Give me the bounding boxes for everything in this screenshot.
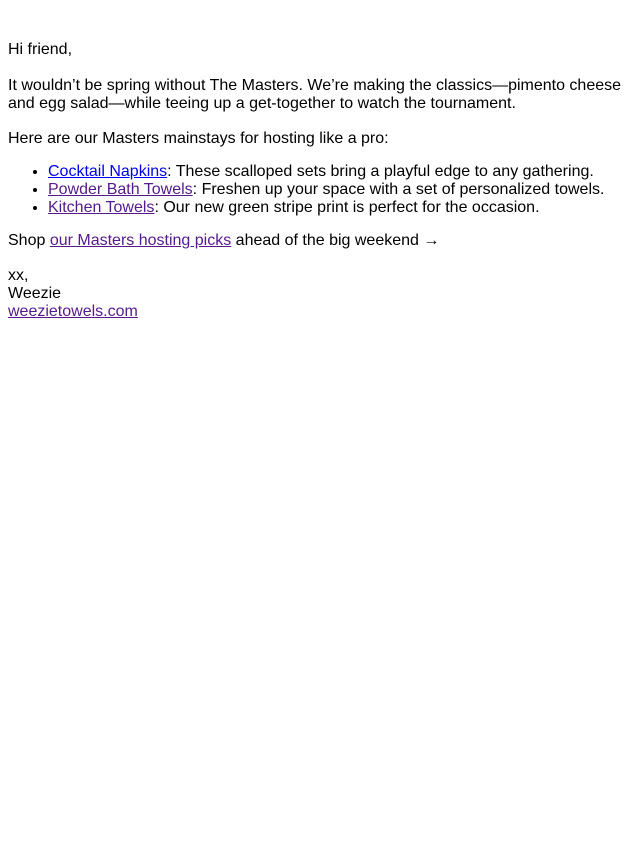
kitchen-towels-description: : Our new green stripe print is perfect for the occasion. bbox=[154, 199, 540, 216]
list-item-cocktail-napkins bbox=[48, 163, 632, 181]
masters-hosting-picks-link[interactable]: our Masters hosting picks bbox=[49, 232, 232, 249]
shop-prefix: Shop bbox=[8, 232, 50, 249]
lead-paragraph: Here are our Masters mainstays for hosting like a pro: bbox=[8, 130, 389, 147]
powder-bath-towels-link[interactable]: Powder Bath Towels bbox=[48, 181, 193, 198]
shop-suffix: ahead of the big weekend → bbox=[231, 232, 440, 249]
list-item-kitchen-towels bbox=[48, 199, 632, 217]
powder-bath-towels-description: : Freshen up your space with a set of personalized towels. bbox=[192, 181, 605, 198]
hosting-picks-list bbox=[8, 163, 632, 217]
website-line bbox=[8, 303, 632, 321]
cocktail-napkins-description: : These scalloped sets bring a playful edge to any gathering. bbox=[167, 163, 594, 180]
email-body bbox=[8, 41, 632, 321]
website-link[interactable]: weezietowels.com bbox=[8, 303, 138, 320]
kitchen-towels-link[interactable]: Kitchen Towels bbox=[48, 199, 155, 216]
intro-paragraph: It wouldn’t be spring without The Masters. We’re making the classics—pimento cheese and egg salad—while teeing up a get-together to watch the tournament. bbox=[8, 77, 622, 112]
cocktail-napkins-link[interactable]: Cocktail Napkins bbox=[48, 163, 168, 180]
signoff: xx, bbox=[8, 267, 29, 284]
greeting: Hi friend, bbox=[8, 41, 73, 58]
signature: Weezie bbox=[8, 285, 62, 302]
list-item-powder-bath-towels bbox=[48, 181, 632, 199]
shop-line bbox=[8, 232, 632, 250]
